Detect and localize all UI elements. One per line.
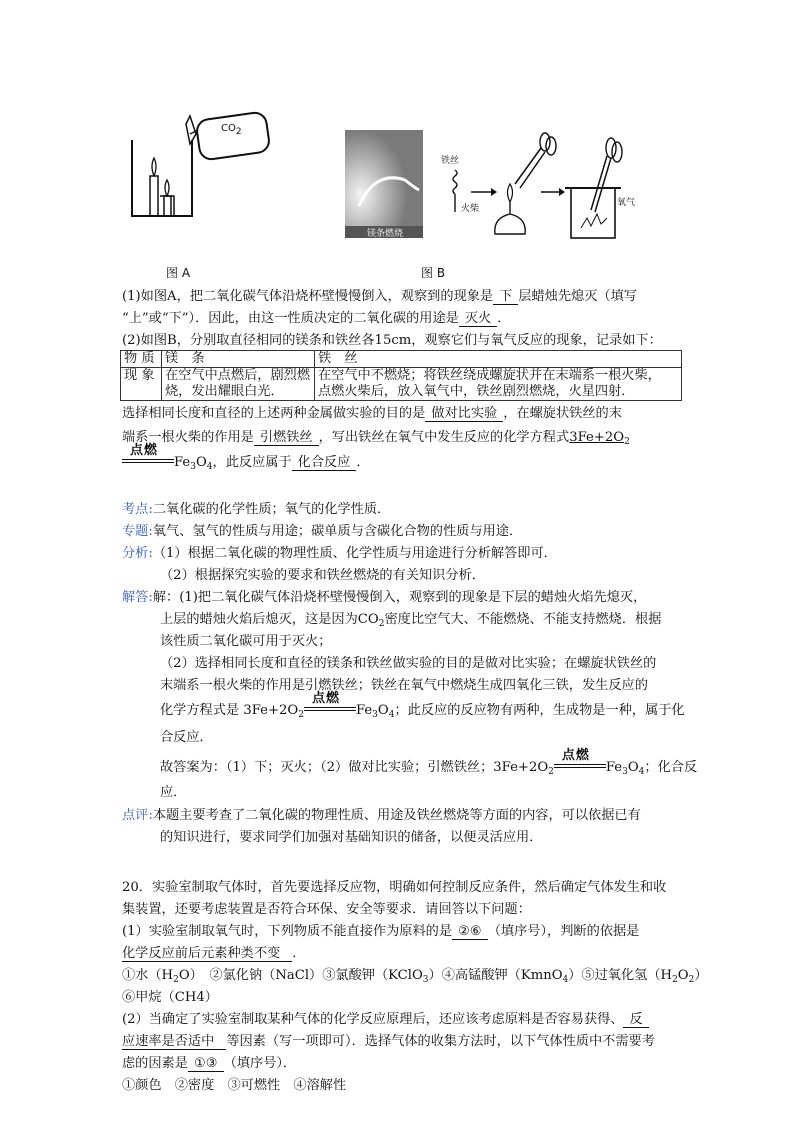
q-line-6: 点燃 $Fe_3O_4$，此反应属于 化合反应 ． bbox=[122, 452, 370, 474]
table-cell: 现 象 bbox=[121, 368, 162, 401]
q20-line: 20．实验室制取气体时，首先要选择反应物，明确如何控制反应条件，然后确定气体发生和收 bbox=[122, 880, 667, 895]
jieda-line: 上层的蜡烛火焰后熄灭，这是因为$CO_2$密度比空气大、不能燃烧、不能支持燃烧．根据 bbox=[160, 612, 662, 629]
co2-pouring-diagram bbox=[128, 110, 278, 220]
jieda-line: （2）选择相同长度和直径的镁条和铁丝做实验的目的是做对比实验；在螺旋状铁丝的 bbox=[160, 656, 657, 671]
table-cell: 在空气中点燃后，剧烈燃 烧，发出耀眼白光． bbox=[162, 368, 315, 401]
table-header: 镁 条 bbox=[162, 351, 315, 368]
photo-label: 镁条燃烧 bbox=[367, 229, 404, 239]
jieda: 解答:解：(1)把二氧化碳气体沿烧杯壁慢慢倒入，观察到的现象是下层的蜡烛火焰先熄灭， bbox=[122, 590, 647, 605]
q20-line: (2）当确定了实验室制取某种气体的化学反应原理后，还应该考虑原料是否容易获得、 反 bbox=[122, 1009, 649, 1031]
q20-options: ①颜色 ②密度 ③可燃性 ④溶解性 bbox=[122, 1078, 347, 1093]
q20-options: ①水$(H_2O)$ ②氯化钠（NaCl）③氯酸钾（KClO$_3$）④高锰酸钾（KmnO$_4$）⑤过氧化氢$(H_2O_2)$ bbox=[122, 968, 708, 985]
dianping: 点评:本题主要考查了二氧化碳的物理性质、用途及铁丝燃烧等方面的内容，可以依据已有 bbox=[122, 808, 641, 823]
reaction-condition: 点燃 bbox=[122, 454, 174, 468]
q20-line: 应速率是否适中 等因素（写一项即可）．选择气体的收集方法时，以下气体性质中不需要考 bbox=[122, 1034, 655, 1049]
oxygen-label: 氧气 bbox=[617, 198, 636, 208]
dianping-2: 的知识进行，要求同学们加强对基础知识的储备，以便灵活应用． bbox=[160, 830, 543, 845]
q20-line: ⑥甲烷（CH4） bbox=[122, 990, 218, 1005]
co2-label: $CO_2$ bbox=[221, 123, 242, 137]
match-label: 火柴 bbox=[461, 204, 480, 214]
observation-table bbox=[120, 350, 682, 401]
figure-b-caption: 图 B bbox=[421, 266, 446, 280]
figure-a bbox=[128, 110, 278, 220]
q-line-2: “上”或“下”）．因此，由这一性质决定的二氧化碳的用途是 灭火 ． bbox=[122, 311, 511, 326]
q20-line: 虑的因素是 ①③ （填序号）． bbox=[122, 1056, 297, 1071]
jieda-equation-line: 化学方程式是 $3Fe+2O_2$ 点燃 $Fe_3O_4$；此反应的反应物有两种，生成物是一种，属于化 bbox=[160, 691, 685, 720]
jieda-line: 末端系一根火柴的作用是引燃铁丝；铁丝在氧气中燃烧生成四氧化三铁，发生反应的 bbox=[160, 678, 648, 693]
table-cell: 在空气中不燃烧；将铁丝绕成螺旋状并在末端系一根火柴， 点燃火柴后，放入氧气中，铁丝剧烈燃烧，火星四射． bbox=[315, 368, 682, 401]
figure-a-caption: 图 A bbox=[166, 266, 191, 280]
table-header: 物 质 bbox=[121, 351, 162, 368]
q-line-3: (2)如图B，分别取直径相同的镁条和铁丝各15cm，观察它们与氧气反应的现象，记录如下： bbox=[122, 333, 662, 348]
jieda-line: 合反应． bbox=[160, 730, 213, 745]
fenxi-2: （2）根据探究实验的要求和铁丝燃烧的有关知识分析． bbox=[160, 568, 485, 583]
kaodian: 考点:二氧化碳的化学性质；氧气的化学性质． bbox=[122, 502, 391, 517]
q-line-5: 端系一根火柴的作用是 引燃铁丝 ，写出铁丝在氧气中发生反应的化学方程式$3Fe+2O_2$ bbox=[122, 430, 630, 447]
q20-line: 化学反应前后元素种类不变 ． bbox=[122, 946, 306, 961]
q-line-4: 选择相同长度和直径的上述两种金属做实验的目的是 做对比实验 ，在螺旋状铁丝的末 bbox=[122, 406, 622, 421]
fenxi: 分析:（1）根据二氧化碳的物理性质、化学性质与用途进行分析解答即可． bbox=[122, 546, 557, 561]
zhuanti: 专题:氧气、氢气的性质与用途；碳单质与含碳化合物的性质与用途． bbox=[122, 524, 523, 539]
figure-b bbox=[345, 130, 635, 242]
iron-wire-burning-diagram bbox=[345, 130, 635, 242]
table-header: 铁 丝 bbox=[315, 351, 682, 368]
iron-label: 铁丝 bbox=[441, 156, 460, 166]
answer-line: 应． bbox=[160, 785, 187, 800]
q20-line: (1）实验室制取氧气时，下列物质不能直接作为原料的是 ②⑥ （填序号），判断的依据是 bbox=[122, 924, 640, 939]
reaction-condition: 点燃 bbox=[554, 759, 606, 773]
q-line-1: (1)如图A，把二氧化碳气体沿烧杯壁慢慢倒入，观察到的现象是 下 层蜡烛先熄灭（填写 bbox=[122, 289, 637, 304]
jieda-line: 该性质二氧化碳可用于灭火； bbox=[160, 634, 332, 649]
q20-line: 集装置，还要考虑装置是否符合环保、安全等要求．请回答以下问题： bbox=[122, 902, 531, 917]
reaction-condition: 点燃 bbox=[304, 702, 356, 716]
answer-line: 故答案为：（1）下；灭火；（2）做对比实验；引燃铁丝；$3Fe+2O_2$ 点燃 $Fe_3O_4$；化合反 bbox=[160, 748, 698, 777]
